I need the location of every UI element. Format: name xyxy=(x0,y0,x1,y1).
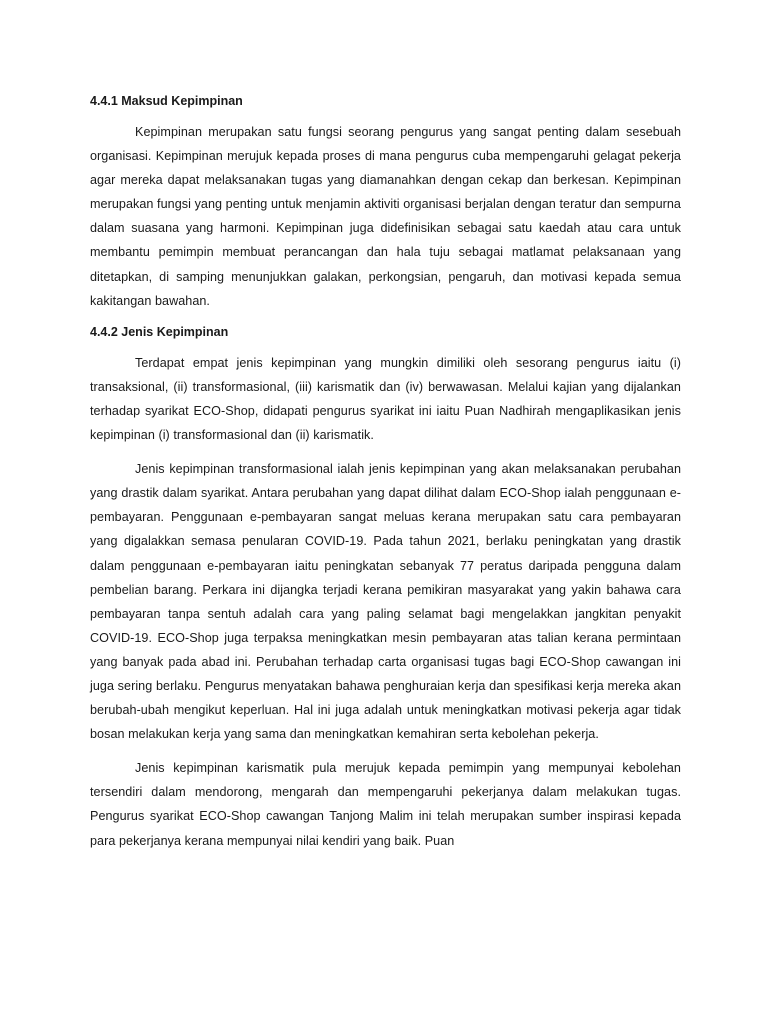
paragraph-transformasional: Jenis kepimpinan transformasional ialah jenis kepimpinan yang akan melaksanakan perubahan yang drastik dalam syarikat. Antara perubahan yang dapat dilihat dalam ECO-Shop ialah penggunaan e-pembayaran. Penggunaan e-pembayaran sangat meluas kerana merupakan satu cara pembayaran yang digalakkan semasa penularan COVID-19. Pada tahun 2021, berlaku peningkatan yang drastik dalam penggunaan e-pembayaran iaitu peningkatan sebanyak 77 peratus daripada pengguna dalam pembelian barang. Perkara ini dijangka terjadi kerana pemikiran masyarakat yang yakin bahawa cara pembayaran tanpa sentuh adalah cara yang paling selamat bagi mengelakkan jangkitan penyakit COVID-19. ECO-Shop juga terpaksa meningkatkan mesin pembayaran atas talian kerana permintaan yang banyak pada abad ini. Perubahan terhadap carta organisasi tugas bagi ECO-Shop cawangan ini juga sering berlaku. Pengurus menyatakan bahawa penghuraian kerja dan spesifikasi kerja mereka akan berubah-ubah mengikut keperluan. Hal ini juga adalah untuk meningkatkan motivasi pekerja agar tidak bosan melakukan kerja yang sama dan meningkatkan kemahiran serta kebolehan pekerja. xyxy=(90,462,681,742)
section-heading-jenis-kepimpinan: 4.4.2 Jenis Kepimpinan xyxy=(90,324,229,339)
paragraph-karismatik: Jenis kepimpinan karismatik pula merujuk kepada pemimpin yang mempunyai kebolehan tersendiri dalam mendorong, mengarah dan mempengaruhi pekerjanya dalam melakukan tugas. Pengurus syarikat ECO-Shop cawangan Tanjong Malim ini telah merupakan sumber inspirasi kepada para pekerjanya kerana mempunyai nilai kendiri yang baik. Puan xyxy=(90,761,681,848)
section-heading-maksud-kepimpinan: 4.4.1 Maksud Kepimpinan xyxy=(90,94,243,108)
paragraph-maksud-kepimpinan: Kepimpinan merupakan satu fungsi seorang pengurus yang sangat penting dalam sesebuah organisasi. Kepimpinan merujuk kepada proses di mana pengurus cuba mempengaruhi gelagat pekerja agar mereka dapat melaksanakan tugas yang diamanahkan dengan cekap dan berkesan. Kepimpinan merupakan fungsi yang penting untuk menjamin aktiviti organisasi berjalan dengan teratur dan sempurna dalam suasana yang harmoni. Kepimpinan juga didefinisikan sebagai satu kaedah atau cara untuk membantu pemimpin membuat perancangan dan hala tuju sebagai matlamat pelaksanaan yang ditetapkan, di samping menunjukkan galakan, perkongsian, pengaruh, dan motivasi kepada semua kakitangan bawahan. xyxy=(90,125,681,308)
paragraph-jenis-overview: Terdapat empat jenis kepimpinan yang mungkin dimiliki oleh sesorang pengurus iaitu (i) transaksional, (ii) transformasional, (iii) karismatik dan (iv) berwawasan. Melalui kajian yang dijalankan terhadap syarikat ECO-Shop, didapati pengurus syarikat ini iaitu Puan Nadhirah mengaplikasikan jenis kepimpinan (i) transformasional dan (ii) karismatik. xyxy=(90,355,681,443)
